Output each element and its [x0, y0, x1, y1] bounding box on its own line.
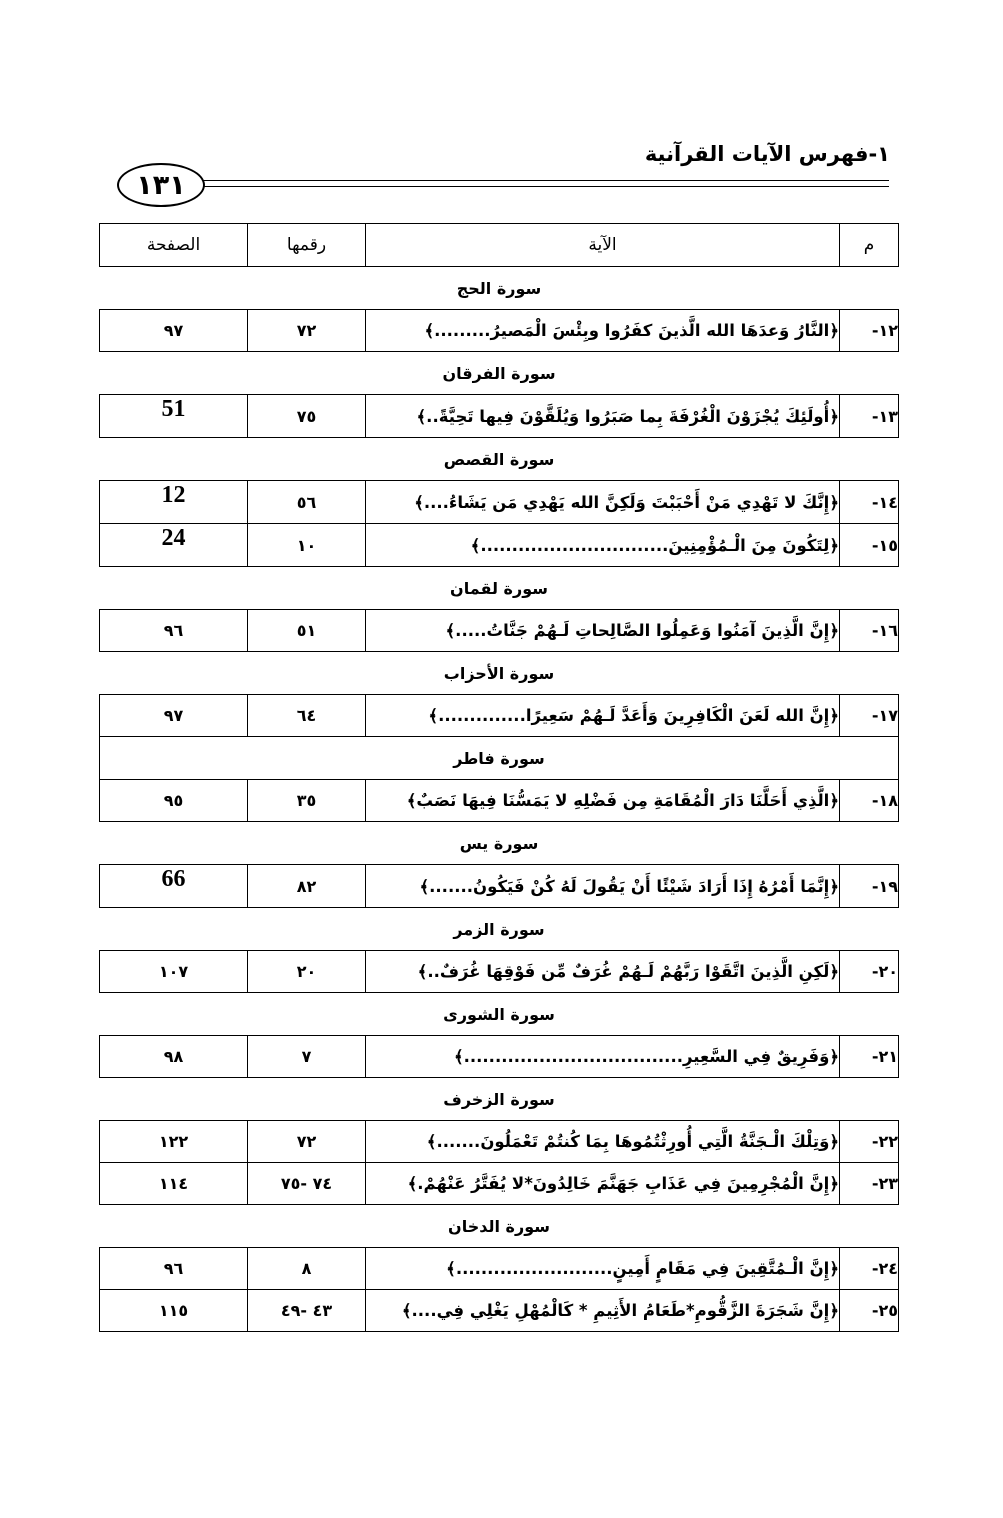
header-rule-bottom — [196, 186, 889, 187]
table-row — [100, 695, 899, 737]
verse-text-cell: ﴿لِتَكُونَ مِنَ الْـمُؤْمِنِينَ..............................﴾ — [366, 524, 840, 567]
sura-heading-row — [100, 1205, 899, 1248]
sura-name: سورة الحج — [100, 267, 899, 310]
verse-number-cell: ٥٦ — [248, 481, 366, 524]
table-header-row — [100, 224, 899, 267]
verse-number-cell: ٥١ — [248, 610, 366, 652]
verse-text-cell: ﴿النَّارُ وَعدَهَا الله الَّذينَ كفَرُوا وبِئْسَ الْمَصيرُ.........﴾ — [366, 310, 840, 352]
page-number: ١٣١ — [117, 163, 205, 207]
sura-heading-row — [100, 567, 899, 610]
index-cell: ٢٥- — [840, 1290, 899, 1332]
verse-text-cell: ﴿إِنَّكَ لا تَهْدِي مَنْ أَحْبَبْتَ وَلَكِنَّ الله يَهْدِي مَن يَشَاءُ....﴾ — [366, 481, 840, 524]
verse-number-cell: ٨٢ — [248, 865, 366, 908]
index-cell: ٢٤- — [840, 1248, 899, 1290]
verse-number-cell: ٧ — [248, 1036, 366, 1078]
table-row — [100, 395, 899, 438]
sura-name: سورة يس — [100, 822, 899, 865]
page-cell: 12 — [100, 481, 248, 524]
page-cell: 51 — [100, 395, 248, 438]
verse-text-cell: ﴿إِنَّ الله لَعَنَ الْكَافِرِينَ وَأَعَدَّ لَـهُمْ سَعِيرًا..............﴾ — [366, 695, 840, 737]
page-cell: 24 — [100, 524, 248, 567]
col-header-verse: الآية — [366, 224, 840, 267]
verse-number-cell: ٧٤ -٧٥ — [248, 1163, 366, 1205]
verse-number-cell: ٧٥ — [248, 395, 366, 438]
index-cell: ١٦- — [840, 610, 899, 652]
verse-number-cell: ٤٣ -٤٩ — [248, 1290, 366, 1332]
sura-name: سورة الشورى — [100, 993, 899, 1036]
index-cell: ١٣- — [840, 395, 899, 438]
table-row — [100, 1248, 899, 1290]
sura-heading-row — [100, 908, 899, 951]
sura-heading-row — [100, 267, 899, 310]
table-row — [100, 310, 899, 352]
sura-name: سورة فاطر — [100, 737, 899, 780]
sura-heading-row — [100, 438, 899, 481]
sura-heading-row — [100, 1078, 899, 1121]
page-cell: ٩٦ — [100, 610, 248, 652]
index-cell: ١٤- — [840, 481, 899, 524]
table-body — [100, 267, 899, 1332]
verse-number-cell: ٨ — [248, 1248, 366, 1290]
index-cell: ٢٠- — [840, 951, 899, 993]
index-cell: ١٧- — [840, 695, 899, 737]
index-cell: ٢٣- — [840, 1163, 899, 1205]
sura-name: سورة الزمر — [100, 908, 899, 951]
table-row — [100, 1036, 899, 1078]
verse-text-cell: ﴿إِنَّ الْـمُتَّقِينَ فِي مَقَامٍ أَمِينٍ.........................﴾ — [366, 1248, 840, 1290]
col-header-m: م — [840, 224, 899, 267]
sura-heading-row — [100, 352, 899, 395]
header-rule-top — [196, 180, 889, 181]
sura-name: سورة لقمان — [100, 567, 899, 610]
verse-text-cell: ﴿إِنَّ الَّذِينَ آمَنُوا وَعَمِلُوا الصَّالِحاتِ لَـهُمْ جَنَّاتُ.....﴾ — [366, 610, 840, 652]
verse-number-cell: ٢٠ — [248, 951, 366, 993]
verse-text-cell: ﴿وَتِلْكَ الْـجَنَّةُ الَّتِي أُورِثْتُمُوهَا بِمَا كُنتُمْ تَعْمَلُونَ.......﴾ — [366, 1121, 840, 1163]
table-row — [100, 1290, 899, 1332]
verse-text-cell: ﴿وَفَرِيقٌ فِي السَّعِيرِ...................................﴾ — [366, 1036, 840, 1078]
page-cell: ١٠٧ — [100, 951, 248, 993]
table-row — [100, 610, 899, 652]
page-cell: ٩٨ — [100, 1036, 248, 1078]
sura-name: سورة الدخان — [100, 1205, 899, 1248]
table-row — [100, 780, 899, 822]
verse-text-cell: ﴿إِنَّ الْمُجْرِمِينَ فِي عَذَابِ جَهَنَّمَ خَالِدُونَ*لا يُفَتَّرُ عَنْهُمْ.﴾ — [366, 1163, 840, 1205]
index-cell: ٢٢- — [840, 1121, 899, 1163]
page-cell: ١١٤ — [100, 1163, 248, 1205]
page-cell: ١٢٢ — [100, 1121, 248, 1163]
table-row — [100, 524, 899, 567]
verse-text-cell: ﴿إِنَّمَا أَمْرُهُ إِذَا أَرَادَ شَيْئًا أَنْ يَقُولَ لَهُ كُنْ فَيَكُونُ.......﴾ — [366, 865, 840, 908]
verse-number-cell: ٦٤ — [248, 695, 366, 737]
verse-number-cell: ٧٢ — [248, 310, 366, 352]
verse-number-cell: ٣٥ — [248, 780, 366, 822]
sura-heading-row — [100, 737, 899, 780]
sura-name: سورة الأحزاب — [100, 652, 899, 695]
index-cell: ١٢- — [840, 310, 899, 352]
page-cell: ٩٦ — [100, 1248, 248, 1290]
sura-heading-row — [100, 822, 899, 865]
table-row — [100, 865, 899, 908]
index-cell: ٢١- — [840, 1036, 899, 1078]
page-cell: 66 — [100, 865, 248, 908]
verse-text-cell: ﴿أُولَئِكَ يُجْزَوْنَ الْغُرْفَةَ بِما صَبَرُوا وَيُلَقَّوْنَ فِيها تَحِيَّةً..﴾ — [366, 395, 840, 438]
sura-name: سورة الزخرف — [100, 1078, 899, 1121]
sura-name: سورة القصص — [100, 438, 899, 481]
table-row — [100, 951, 899, 993]
verses-index-table — [99, 223, 899, 1332]
verse-text-cell: ﴿إِنَّ شَجَرَةَ الزَّقُّومِ*طَعَامُ الأَثِيمِ * كَالْمُهْلِ يَغْلِي فِي....﴾ — [366, 1290, 840, 1332]
verse-text-cell: ﴿لَكِنِ الَّذِينَ اتَّقَوْا رَبَّهُمْ لَـهُمْ غُرَفٌ مِّن فَوْقِهَا غُرَفٌ..﴾ — [366, 951, 840, 993]
index-cell: ١٩- — [840, 865, 899, 908]
index-cell: ١٥- — [840, 524, 899, 567]
page-cell: ٩٥ — [100, 780, 248, 822]
table-row — [100, 481, 899, 524]
sura-heading-row — [100, 652, 899, 695]
sura-name: سورة الفرقان — [100, 352, 899, 395]
index-title: ١-فهرس الآيات القرآنية — [644, 142, 890, 166]
col-header-number: رقمها — [248, 224, 366, 267]
table-row — [100, 1121, 899, 1163]
sura-heading-row — [100, 993, 899, 1036]
page-cell: ١١٥ — [100, 1290, 248, 1332]
verse-number-cell: ٧٢ — [248, 1121, 366, 1163]
table-row — [100, 1163, 899, 1205]
verse-text-cell: ﴿الَّذِي أَحَلَّنَا دَارَ الْمُقَامَةِ مِن فَضْلِهِ لا يَمَسُّنَا فِيهَا نَصَبٌ﴾ — [366, 780, 840, 822]
page-cell: ٩٧ — [100, 695, 248, 737]
page-cell: ٩٧ — [100, 310, 248, 352]
verse-number-cell: ١٠ — [248, 524, 366, 567]
col-header-page: الصفحة — [100, 224, 248, 267]
index-cell: ١٨- — [840, 780, 899, 822]
